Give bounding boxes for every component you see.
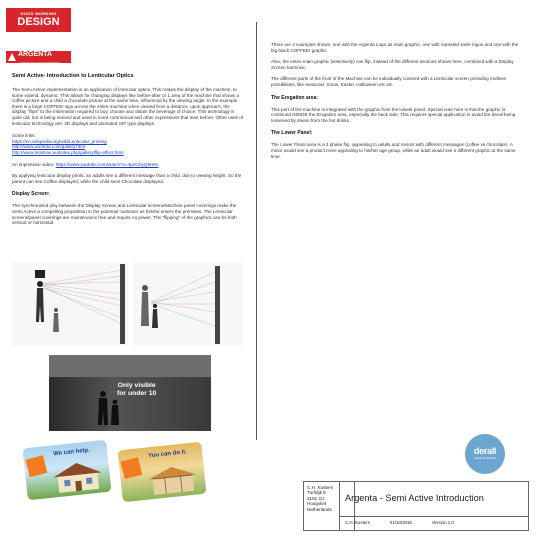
display-screen-heading: Display Screen:	[12, 191, 50, 198]
home-depot-logo-icon	[26, 455, 48, 477]
overlay-line-2: for under 10	[117, 389, 157, 397]
column-divider	[256, 22, 257, 440]
gift-card-we-can-help	[23, 440, 112, 500]
card-2-text: You can do it.	[147, 449, 188, 460]
link-wikipedia[interactable]: https://en.wikipedia.org/wiki/Lenticular_printing	[12, 138, 107, 144]
erogation-paragraph: This part of the machine is integrated with the graphic from the lowest panel. Special note here is that the graphic is continued INSIDE the Erogation area, especially the back side. This requires special application to avoid the decal being loosened by steam from the hot drinks.	[271, 106, 516, 123]
video-label: An impressive video:	[12, 161, 55, 167]
gmd-badge	[6, 8, 71, 32]
child-silhouette-icon	[53, 313, 59, 332]
display-screen-paragraph: The synchronised play between the Display Screen and Lenticular screens/Machine panel coverings make the Semi Active a compelling proposition to the potential customer as he/she enters the premises. The Lenticular screens/panel coverings are maintenance free and require no power. The "flipping" of the graphics can be both vertical or horizontal.	[12, 203, 237, 226]
argenta-logo	[6, 51, 71, 63]
front-parts-paragraph: The different parts of the front of the Machine can be individually covered with a Lenticular screen providing endless possibilities, like seasonal- Xmas, Easter, Halloween etc etc.	[271, 76, 506, 87]
titleblock-meta	[340, 516, 528, 528]
argenta-subtitle: A TASTE OF GOOD MORNING	[18, 61, 61, 65]
lower-panel-paragraph: The Lower Panel area is a 3 phase flip, appealing to adults and minors with different messages (coffee vs chocolate). A minor would see a product more appealing to his/her age group, while an adult would see s different graphic at the same time.	[271, 142, 516, 159]
argenta-mark-icon	[8, 53, 16, 61]
lenticular-demo-photo	[49, 355, 211, 431]
viewing-angle-diagram-child	[133, 262, 243, 346]
gift-card-you-can-do-it	[118, 442, 207, 502]
link-world3d[interactable]: http://www.world3d.com/gallery.html	[12, 144, 85, 150]
home-depot-logo-icon	[121, 457, 143, 479]
video-line	[12, 162, 244, 168]
links-label: Some links:	[12, 133, 36, 139]
argenta-brand: ARGENTA	[18, 51, 53, 58]
good-morning-design-logo	[6, 8, 71, 63]
document-date: 01/10/2016	[389, 520, 412, 525]
examples-paragraph: There are 3 examples shown, one with the Argenta Logo as main graphic, one with repeated smile logos and one with the big black COFFEE! graphic.	[271, 42, 519, 53]
intro-paragraph: The Semi Active implementation is an application of lenticular optics. This makes the display of the machine, to some extend, dynamic. This allows for changing displays like before-after or 1 area of the machine that shows a coffee picture and a child a chocolate picture at the same time, influenced by the viewing angle. In the example there is a large COFFEE! sign across the entire machine when viewed from a distance, upon approach, the display "flips" to the information required to buy, choose and obtain the beverage of choice. This technology is quite old, but is being revived and used in more commercial and other expressions that ever before. Other uses of lenticular technology are: 3D displays and animated GIF type displays.	[12, 87, 244, 126]
document-title: Argenta - Semi Active Introduction	[345, 493, 484, 503]
adult-child-paragraph: By applying lenticular display prints, an adults see a different message than a child, due to viewing height. So the parent can see Coffee displayed, while the child sees Chocolate displayed.	[12, 173, 242, 184]
address-line: C.H. Kusters	[307, 485, 334, 490]
author-name: C.H. Kusters	[345, 520, 370, 525]
derall-wordmark: derall	[473, 446, 497, 456]
logo-top-small: GOOD MORNING	[20, 11, 57, 16]
lower-panel-heading: The Lower Panel:	[271, 130, 313, 137]
link-youtube[interactable]: https://www.youtube.com/watch?v=4pzCDyQ9H6o	[55, 161, 159, 167]
erogation-heading: The Erogation area:	[271, 94, 318, 101]
derall-tagline: design on demand	[474, 457, 496, 460]
address-line: Hoogvliet	[307, 501, 327, 507]
viewing-angle-diagram-adult	[12, 262, 128, 346]
child-figure-icon	[111, 405, 119, 425]
overlay-line-1: Only visible	[117, 382, 156, 389]
card-1-text: We can help.	[52, 447, 90, 458]
left-column	[12, 73, 244, 226]
adult-figure-icon	[98, 398, 108, 425]
section-heading-lenticular: Semi Active- Introduction to Lenticular Optics	[12, 73, 134, 79]
sign-coffee-icon	[35, 270, 45, 278]
adult-silhouette-icon	[141, 292, 149, 326]
main-graphic-paragraph: Also, the entire main graphic (selectively) can flip, instead of the different sections shown here, combined with a Display Screen harmonic.	[271, 59, 514, 70]
address-line: Netherlands	[307, 506, 332, 512]
address-line: 3191 GJ	[307, 495, 325, 501]
address-line: Turfdijk 8	[307, 490, 326, 496]
child-silhouette-icon	[152, 309, 158, 328]
only-visible-overlay	[117, 382, 156, 397]
link-lenlimax[interactable]: http://www.lenlimax.eu/index.php/gallery/flip-effect.html	[12, 149, 124, 155]
right-column	[271, 42, 525, 159]
derall-logo	[465, 434, 505, 474]
logo-top-big: DESIGN	[17, 16, 60, 28]
document-version: Version 1,0	[431, 520, 454, 525]
titleblock-main	[339, 481, 529, 531]
